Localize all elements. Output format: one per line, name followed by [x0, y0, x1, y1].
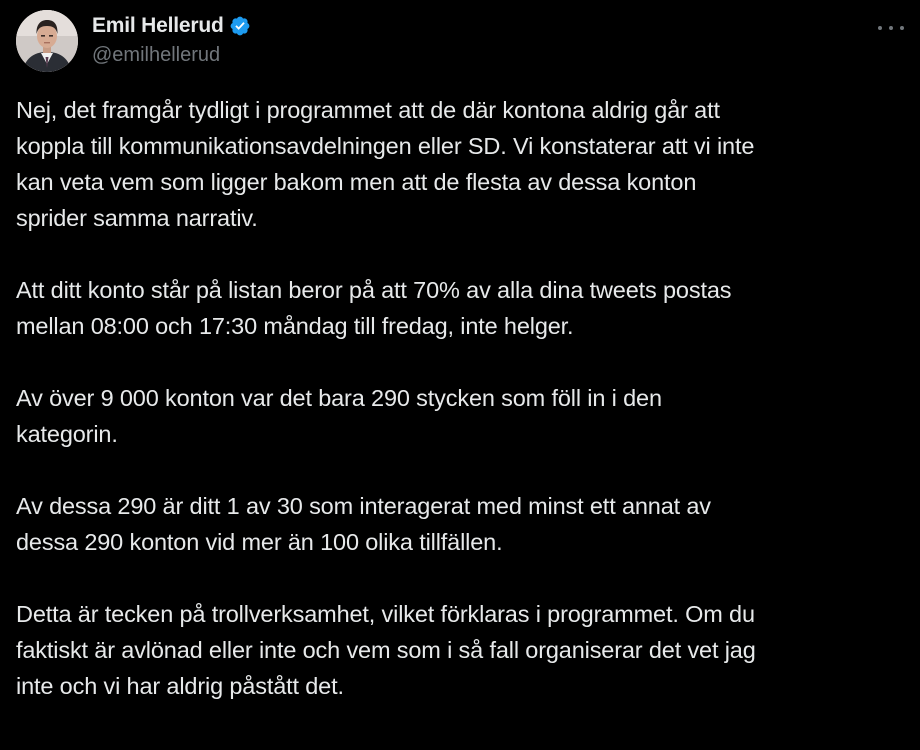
- more-options-icon[interactable]: [878, 18, 904, 38]
- avatar[interactable]: [16, 10, 78, 72]
- more-dot: [878, 26, 882, 30]
- tweet-paragraph: Detta är tecken på trollverksamhet, vilket förklaras i programmet. Om du faktiskt är avlönad eller inte och vem som i så fall organiserar det vet jag inte och vi har aldrig påstått det.: [16, 601, 756, 699]
- author-handle[interactable]: @emilhellerud: [92, 44, 221, 66]
- more-dot: [900, 26, 904, 30]
- verified-badge-icon[interactable]: [229, 15, 251, 37]
- tweet-paragraph: Av dessa 290 är ditt 1 av 30 som interagerat med minst ett annat av dessa 290 konton vid mer än 100 olika tillfällen.: [16, 493, 711, 555]
- author-identity: [92, 12, 251, 67]
- tweet-header: [16, 10, 904, 74]
- tweet-paragraph: Av över 9 000 konton var det bara 290 stycken som föll in i den kategorin.: [16, 385, 662, 447]
- tweet-text: [16, 92, 906, 704]
- tweet-paragraph: Att ditt konto står på listan beror på att 70% av alla dina tweets postas mellan 08:00 och 17:30 måndag till fredag, inte helger.: [16, 277, 732, 339]
- name-row: [92, 12, 251, 40]
- author-display-name[interactable]: Emil Hellerud: [92, 14, 224, 37]
- avatar-photo: [16, 10, 78, 72]
- more-dot: [889, 26, 893, 30]
- tweet-paragraph: Nej, det framgår tydligt i programmet att de där kontona aldrig går att koppla till kommunikationsavdelningen eller SD. Vi konstaterar att vi inte kan veta vem som ligger bakom men att de flesta av dessa konton sprider samma narrativ.: [16, 97, 755, 231]
